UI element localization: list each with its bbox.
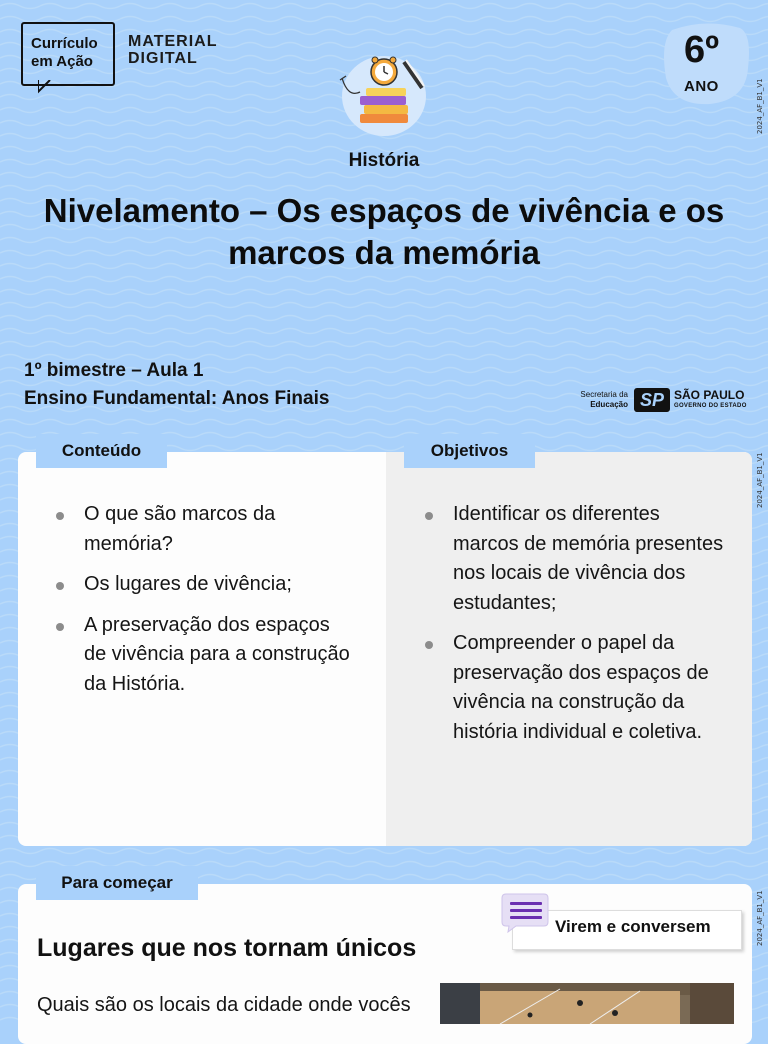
material-line2: DIGITAL [128,50,198,67]
grade-label: ANO [684,78,719,95]
side-code-2: 2024_AF_B1_V1 [756,452,764,508]
grade-number: 6º [684,29,720,71]
sp-mark: SP [634,388,670,412]
lesson-level: Ensino Fundamental: Anos Finais [24,388,330,409]
material-line1: MATERIAL [128,33,218,50]
side-code-3: 2024_AF_B1_V1 [756,890,764,946]
aerial-photo-image [440,983,734,1024]
lesson-term: 1º bimestre – Aula 1 [24,360,204,381]
objetivos-list [425,500,725,758]
conteudo-tab: Conteúdo [36,434,167,468]
chat-lines-icon [500,892,550,934]
sao-paulo-government-logo [572,388,748,414]
sp-gov-label: GOVERNO DO ESTADO [674,403,747,409]
virem-e-conversem-label: Virem e conversem [555,917,711,936]
side-code: 2024_AF_B1_V1 [756,78,764,134]
list-item: O que são marcos da memória? [56,500,356,559]
clock-books-icon [338,48,428,138]
logo-line1: Currículo [31,35,98,52]
subject-label: História [348,150,420,171]
objetivos-tab: Objetivos [404,434,535,468]
secretaria-line2: Educação [590,400,628,409]
list-item: Compreender o papel da preservação dos espaços de vivência na construção da história individual e coletiva. [425,629,725,747]
material-digital-logo [128,33,217,67]
list-item: Identificar os diferentes marcos de memória presentes nos locais de vivência dos estudantes; [425,500,725,618]
curriculo-em-acao-logo [21,22,115,86]
list-item: Os lugares de vivência; [56,570,356,600]
list-item: A preservação dos espaços de vivência para a construção da História. [56,611,356,700]
logo-line2: em Ação [31,53,93,70]
sp-state-name: SÃO PAULO [674,388,745,402]
section-heading: Lugares que nos tornam únicos [37,934,417,962]
page-title: Nivelamento – Os espaços de vivência e os marcos da memória [43,192,725,271]
lesson-meta [24,357,329,413]
conteudo-list [56,500,356,710]
para-comecar-tab: Para começar [36,866,198,900]
section-paragraph: Quais são os locais da cidade onde vocês [37,994,411,1016]
secretaria-line1: Secretaria da [580,390,628,399]
speech-tail-icon [38,80,52,94]
